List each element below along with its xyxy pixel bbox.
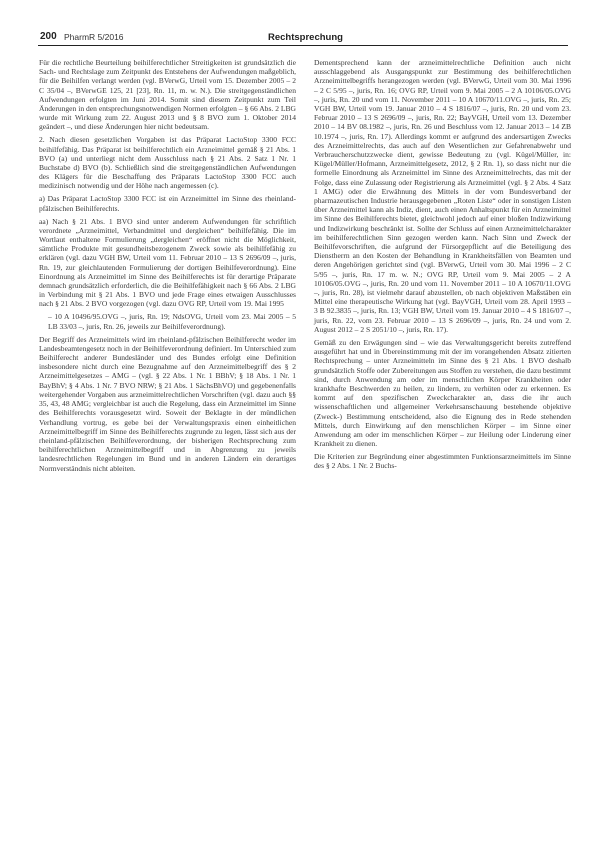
page-header [38,31,568,51]
paragraph: Die Kriterien zur Begründung einer abgestimmten Funktionsarzneimittels im Sinne des § 2 Abs. 1 Nr. 2 Buchs- [314,452,571,471]
paragraph: 2. Nach diesen gesetzlichen Vorgaben ist das Präparat LactoStop 3300 FCC beihilfefähig. Das Präparat ist beihilferechtlich ein Arzneimittel gemäß § 21 Abs. 1 BVO (a) und unterliegt nicht dem Ausschluss nach § 21 Abs. 2 Satz 1 Nr. 1 Buchstabe d) BVO (b). Schließlich sind die streitgegenständlichen Aufwendungen des Klägers für die Beschaffung des Präparats LactoStop 3300 FCC auch medizinisch notwendig und der Höhe nach angemessen (c). [39,135,296,191]
paragraph: – 10 A 10496/95.OVG –, juris, Rn. 19; NdsOVG, Urteil vom 23. Mai 2005 – 5 LB 33/03 –, juris, Rn. 26, jeweils zur Beihilfeverordnung). [48,312,296,331]
header-rule [38,45,568,46]
left-column [39,58,296,477]
paragraph: Der Begriff des Arzneimittels wird im rheinland-pfälzischen Beihilferecht weder im Landesbeamtengesetz noch in der Beihilfeverordnung definiert. Im Unterschied zum Beihilferecht anderer Bundesländer und des Bundes erfolgt eine Definition insbesondere nicht durch eine Bezugnahme auf den Arzneimittelbegriff des § 2 Arzneimittelgesetzes – AMG – (vgl. § 22 Abs. 1 Nr. 1 BBhV; § 18 Abs. 1 Nr. 1 BayBhV; § 4 Abs. 1 Nr. 7 BVO NRW; § 21 Abs. 1 SächsBhVO) und gegebenenfalls weitergehender Vorgaben aus arzneimittelrechtlichen Vorschriften (vgl. dazu auch §§ 35, 43, 48 AMG; vergleichbar ist auch die Regelung, dass ein Arzneimittel im Sinne des Beihilferechts vorausgesetzt wird. Soweit der Beklagte in der mündlichen Verhandlung vortrug, es gebe bei der Verwaltungspraxis einen einheitlichen Arzneimittelbegriff im Sinne des Beihilferechts zugrunde zu legen, lässt sich aus der rheinland-pfälzischen Beihilfeverordnung, der bisherigen Rechtsprechung zum beihilferechtlichen Arzneimittelbegriff und in Abgrenzung zu jeweils landesrechtlichen Regelungen im Bund und in anderen Ländern ein derartiges Normverständnis nicht ableiten. [39,334,296,473]
right-column [314,58,571,474]
page-number: 200 [40,31,57,42]
journal-reference: PharmR 5/2016 [64,32,124,42]
section-title: Rechtsprechung [268,32,343,43]
paragraph: Gemäß zu den Erwägungen sind – wie das Verwaltungsgericht bereits zutreffend ausgeführt hat und in Übereinstimmung mit der im vorangehenden Absatz zitierten Rechtsprechung – unter Arzneimitteln im Sinne des § 21 Abs. 1 BVO deshalb grundsätzlich Stoffe oder Zubereitungen aus Stoffen zu verstehen, die dazu bestimmt sind, durch Anwendung am oder im menschlichen Körper Krankheiten oder krankhafte Beschwerden zu heilen, zu lindern, zu verhüten oder zu erkennen. Es kommt auf den spezifischen Zweckcharakter an, dass die ihr auch wissenschaftlichen und allgemeiner Verkehrsanschauung bestehende objektive (Zweck-) Bestimmung entscheidend, also die Eignung des in Rede stehenden Mittels, durch Einwirkung auf den menschlichen Körper – im Sinne einer Anwendung am oder im menschlichen Körper – zur Heilung oder Linderung einer Krankheit zu dienen. [314,337,571,449]
paragraph: aa) Nach § 21 Abs. 1 BVO sind unter anderem Aufwendungen für schriftlich verordnete „Arzneimittel, Verbandmittel und dergleichen“ beihilfefähig. Die im Wortlaut enthaltene Formulierung „dergleichen“ eröffnet nicht die Möglichkeit, sämtliche Produkte mit gesundheitsbezogenem Zweck sowie als beihilfefähig zu erklären (vgl. dazu VGH BW, Urteil vom 11. Februar 2010 – 13 S 2696/09 –, juris, Rn. 19, zur gleichlautenden Formulierung der dortigen Beihilfeverordnung). Eine Einordnung als Arzneimittel im Sinne des Beihilferechts ist für derartige Präparate demnach grundsätzlich erforderlich, die die Beihilfefähigkeit nach § 66 Abs. 2 LBG in Verbindung mit § 21 Abs. 1 BVO und jede Frage eines etwaigen Ausschlusses nach § 21 Abs. 2 BVO vorgezogen (vgl. dazu OVG RP, Urteil vom 19. Mai 1995 [39,216,296,309]
paragraph: a) Das Präparat LactoStop 3300 FCC ist ein Arzneimittel im Sinne des rheinland-pfälzischen Beihilferechts. [39,194,296,213]
paragraph: Für die rechtliche Beurteilung beihilferechtlicher Streitigkeiten ist grundsätzlich die Sach- und Rechtslage zum Zeitpunkt des Entstehens der Aufwendungen maßgeblich, für die Beihilfen verlangt werden (vgl. BVerwG, Urteil vom 15. Dezember 2005 – 2 C 35/04 –, BVerwGE 125, 21 [23], Rn. 11, m. w. N.). Die streitgegenständlichen Aufwendungen erfolgten im Juni 2014. Somit sind diesem Zeitpunkt zum Teil Änderungen in den entsprechungsnotwendigen Normen erfolgten – § 66 Abs. 2 LBG wurde mit Wirkung zum 22. August 2013 und § 8 BVO zum 1. Oktober 2014 geändert –, und diese Änderungen hier nicht bedeutsam. [39,58,296,132]
paragraph: Dementsprechend kann der arzneimittelrechtliche Definition auch nicht ausschlaggebend als Ausgangspunkt zur Bestimmung des beihilferechtlichen Arzneimittelbegriffs herangezogen werden (vgl. BVerwG, Urteil vom 30. Mai 1996 – 2 C 5/95 –, juris, Rn. 16; OVG RP, Urteil vom 9. Mai 2005 – 2 A 10106/05.OVG –, juris, Rn. 20 und vom 11. November 2011 – 10 A 10670/11.OVG –, juris, Rn. 25; VGH BW, Urteil vom 19. Januar 2010 – 4 S 1816/07 –, juris, Rn. 20 und vom 23. Februar 2010 – 13 S 2696/09 –, juris, Rn. 22; BayVGH, Urteil vom 13. Dezember 2010 – 14 BV 08.1982 –, juris, Rn. 26 und Beschluss vom 12. Januar 2013 – 14 ZB 10.1974 –, juris, Rn. 17). Allerdings kommt er aufgrund des andersartigen Zwecks des Arzneimittelrechts, das auch auf den Wesentlichen zur Gefahrenabwehr und Verbraucherschutzzwecke dient, gewisse Bedeutung zu (vgl. Kügel/Müller, in: Kügel/Müller/Hofmann, Arzneimittelgesetz, 2012, § 2 Rn. 1), so dass nicht nur die formelle Einordnung als Arzneimittel im Sinne des Arzneimittelrechts, das mit der Folge, dass eine Zulassung oder Registrierung als Arzneimittel (vgl. § 2 Abs. 4 Satz 1 AMG) oder die Erwähnung des Mittels in der vom Bundesverband der pharmazeutischen Industrie herausgegebenen „Roten Liste“ oder in sonstigen Listen über Arzneimittel kann als Indiz, dient, auch einen Anhaltspunkt für ein Arzneimittel im Sinne des Beihilferechts bietet, gleichwohl jedoch auf einer bloßen Indizwirkung und Indizwirkung beschränkt ist. Sollte der Schluss auf einen Arzneimittelcharakter im beihilferechtlichen Sinn gezogen werden kann. Nach Sinn und Zweck der Beihilfevorschriften, die aufgrund der Fürsorgepflicht auf die Beteiligung des Dienstherrn an den Kosten der Behandlung in Krankheitsfällen von Beamten und deren Angehörigen gerichtet sind (vgl. BVerwG, Urteil vom 30. Mai 1996 – 2 C 5/95 –, juris, Rn. 17 m. w. N.; OVG RP, Urteil vom 9. Mai 2005 – 2 A 10106/05.OVG –, juris, Rn. 20 und vom 11. November 2011 – 10 A 10670/11.OVG –, juris, Rn. 28), ist vielmehr darauf abzustellen, ob nach objektiven Maßstäben ein Mittel eine therapeutische Wirkung hat (vgl. BayVGH, Urteil vom 28. April 1993 – 3 B 92.3835 –, juris, Rn. 13; VGH BW, Urteil vom 19. Januar 2010 – 4 S 1816/07 –, juris, Rn. 22, vom 23. Februar 2010 – 13 S 2696/09 –, juris, Rn. 24 und vom 2. August 2012 – 2 S 2051/10 –, juris, Rn. 17). [314,58,571,334]
